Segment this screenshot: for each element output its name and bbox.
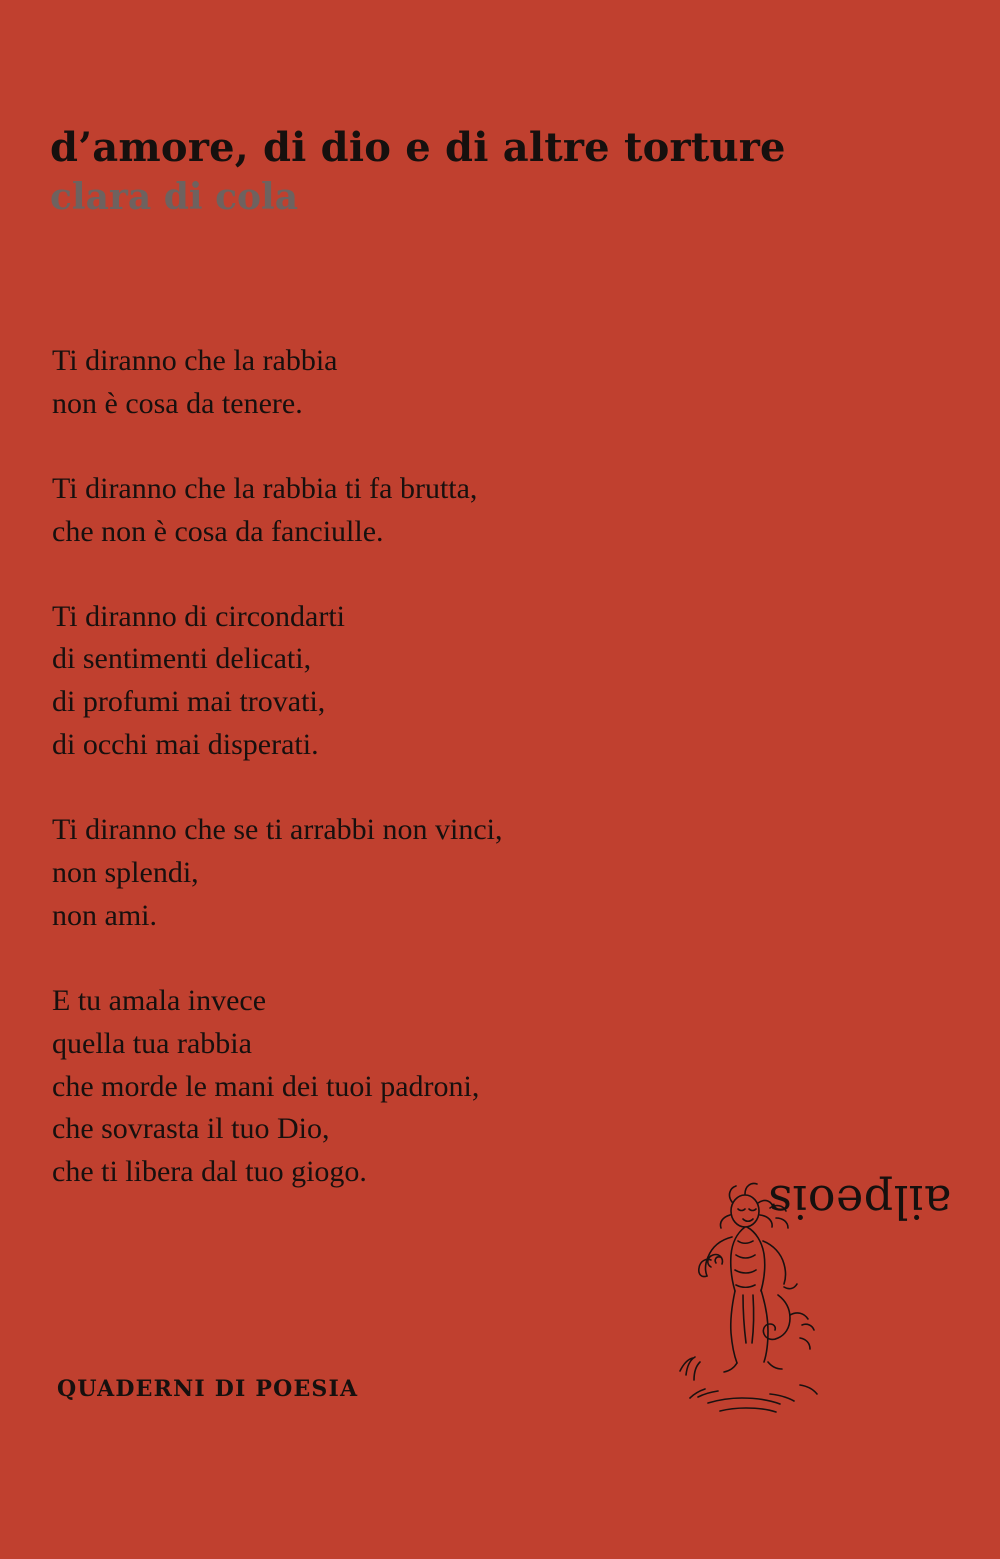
poem-line: di sentimenti delicati, [52,642,312,676]
poem-line: non ami. [52,898,157,932]
poem-line: Ti diranno che la rabbia ti fa brutta, [52,471,478,505]
poem-line: che morde le mani dei tuoi padroni, [52,1069,480,1103]
poem-stanza [52,980,852,1194]
poem-line: di profumi mai trovati, [52,685,326,719]
poem-line: Ti diranno che se ti arrabbi non vinci, [52,813,503,847]
cover-header [50,125,910,218]
publisher-logo [640,1165,960,1455]
poem-line: che ti libera dal tuo giogo. [52,1155,367,1189]
poem-line: non splendi, [52,856,199,890]
poem-line: quella tua rabbia [52,1026,252,1060]
poem-line: Ti diranno che la rabbia [52,344,338,377]
poem-line: di occhi mai disperati. [52,728,319,762]
series-label: QUADERNI DI POESIA [57,1376,359,1402]
publisher-name: ailpeois [768,1175,952,1229]
poem-line: E tu amala invece [52,983,267,1017]
page-title: d’amore, di dio e di altre torture [50,124,786,171]
poem-stanza [52,468,852,554]
poem-stanza [52,809,852,938]
poem-stanza [52,340,852,426]
poem-line: che sovrasta il tuo Dio, [52,1112,330,1146]
poem-line: non è cosa da tenere. [52,386,303,420]
poem-line: Ti diranno di circondarti [52,599,346,633]
poem-line: che non è cosa da fanciulle. [52,514,384,548]
poem-stanza [52,596,852,768]
poem-body [52,340,852,1236]
author-name: clara di cola [50,176,299,218]
